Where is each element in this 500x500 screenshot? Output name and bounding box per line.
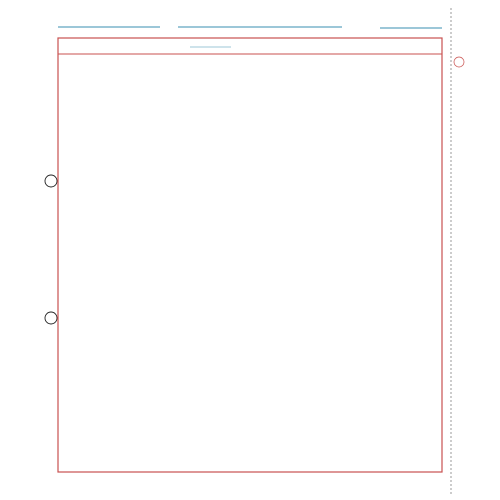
stamp-circle (454, 57, 464, 67)
ledger-frame (58, 38, 442, 472)
binder-hole-bottom (45, 312, 57, 324)
binder-hole-top (45, 175, 57, 187)
